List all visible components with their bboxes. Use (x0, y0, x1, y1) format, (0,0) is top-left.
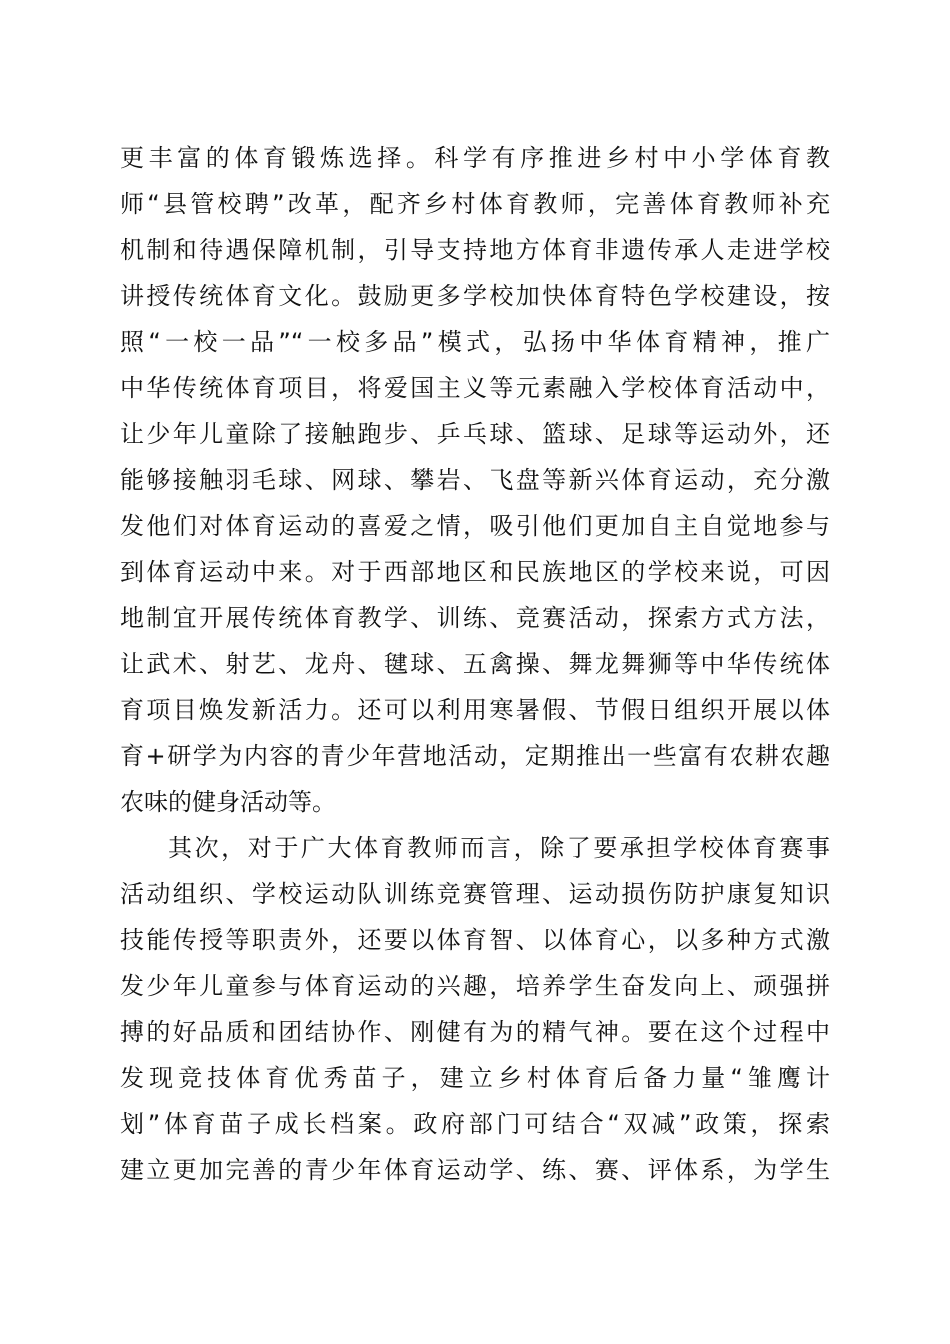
text-line: 农味的健身活动等。 (120, 788, 336, 816)
text-line: 照“一校一品”“一校多品”模式，弘扬中华体育精神，推广 (120, 328, 830, 356)
text-line: 技能传授等职责外，还要以体育智、以体育心，以多种方式激 (120, 926, 830, 954)
text-line: 发现竞技体育优秀苗子，建立乡村体育后备力量“雏鹰计 (120, 1064, 830, 1092)
text-line: 发他们对体育运动的喜爱之情，吸引他们更加自主自觉地参与 (120, 512, 830, 540)
text-line: 讲授传统体育文化。鼓励更多学校加快体育特色学校建设，按 (120, 282, 830, 310)
text-line: 让武术、射艺、龙舟、毽球、五禽操、舞龙舞狮等中华传统体 (120, 650, 830, 678)
text-line: 建立更加完善的青少年体育运动学、练、赛、评体系，为学生 (120, 1156, 830, 1184)
text-line: 活动组织、学校运动队训练竞赛管理、运动损伤防护康复知识 (120, 880, 830, 908)
text-line: 机制和待遇保障机制，引导支持地方体育非遗传承人走进学校 (120, 236, 830, 264)
text-line: 更丰富的体育锻炼选择。科学有序推进乡村中小学体育教 (120, 144, 830, 172)
text-line: 其次，对于广大体育教师而言，除了要承担学校体育赛事 (168, 834, 830, 862)
text-line: 中华传统体育项目，将爱国主义等元素融入学校体育活动中， (120, 374, 830, 402)
text-line: 育+研学为内容的青少年营地活动，定期推出一些富有农耕农趣 (120, 742, 830, 770)
text-line: 师“县管校聘”改革，配齐乡村体育教师，完善体育教师补充 (120, 190, 830, 218)
text-line: 地制宜开展传统体育教学、训练、竞赛活动，探索方式方法， (120, 604, 830, 632)
text-line: 划”体育苗子成长档案。政府部门可结合“双减”政策，探索 (120, 1110, 830, 1138)
text-line: 让少年儿童除了接触跑步、乒乓球、篮球、足球等运动外，还 (120, 420, 830, 448)
text-line: 搏的好品质和团结协作、刚健有为的精气神。要在这个过程中 (120, 1018, 830, 1046)
text-line: 到体育运动中来。对于西部地区和民族地区的学校来说，可因 (120, 558, 830, 586)
text-line: 育项目焕发新活力。还可以利用寒暑假、节假日组织开展以体 (120, 696, 830, 724)
text-line: 能够接触羽毛球、网球、攀岩、飞盘等新兴体育运动，充分激 (120, 466, 830, 494)
text-line: 发少年儿童参与体育运动的兴趣，培养学生奋发向上、顽强拼 (120, 972, 830, 1000)
